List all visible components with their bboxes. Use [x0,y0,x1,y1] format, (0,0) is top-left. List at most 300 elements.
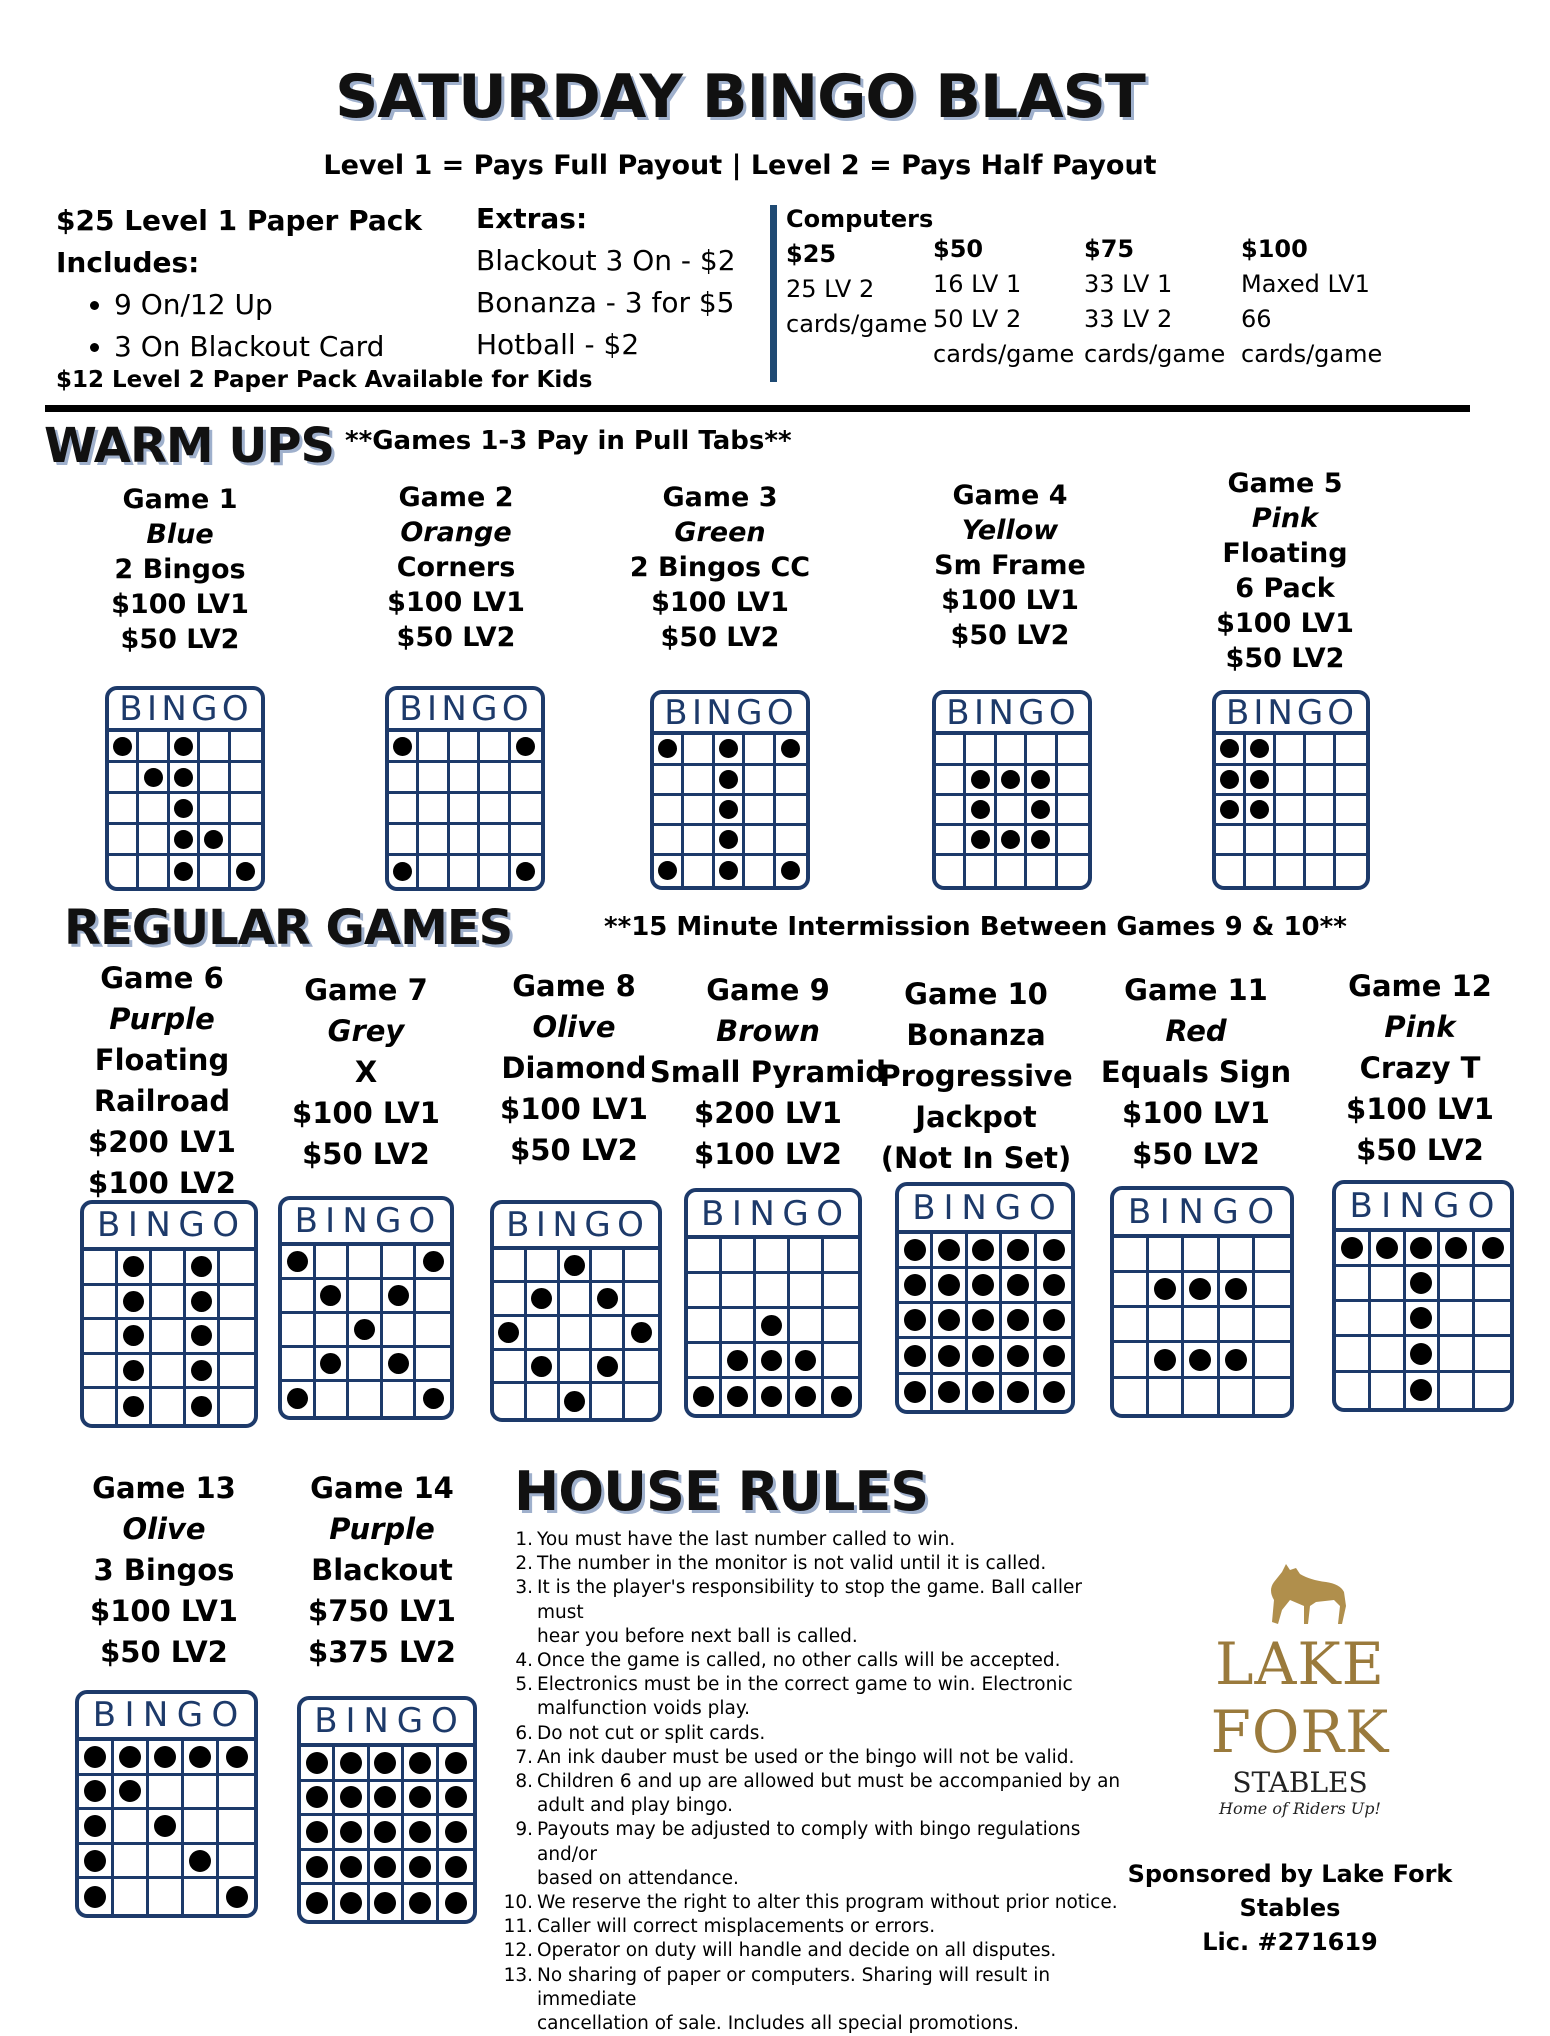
pattern-dot [191,1360,212,1381]
game-detail: 6 Pack [1235,573,1335,604]
pattern-dot [306,1821,328,1843]
computers-heading: Computers [786,205,934,233]
pattern-dot [191,1325,212,1346]
bingo-cell [118,1320,152,1355]
page-title: SATURDAY BINGO BLAST [335,62,1145,132]
game-detail: $100 LV1 [651,587,789,618]
bingo-cell [335,1747,369,1782]
bingo-cell [220,1355,254,1390]
pattern-dot [597,1356,618,1377]
bingo-cell [301,1782,335,1817]
bingo-cell [220,1389,254,1424]
bingo-cell [745,856,775,886]
game-detail: Equals Sign [1100,1055,1292,1089]
bingo-cell [1058,856,1088,886]
bingo-letter: I [691,692,704,733]
bingo-card-header [688,1192,858,1235]
pattern-dot [564,1391,585,1412]
computer-option-100 [1241,232,1382,372]
bingo-letter: O [1028,1187,1058,1228]
bingo-letter: I [127,1205,140,1246]
pattern-dot [340,1892,362,1914]
bingo-cell [1406,1373,1441,1408]
bingo-cell [654,735,684,765]
pattern-dot [719,739,738,758]
pattern-dot [781,861,800,880]
bingo-cell [1475,1302,1510,1337]
game-detail: X [354,1055,378,1089]
bingo-cell [186,1355,220,1390]
game-number: Game 9 [706,973,830,1007]
pattern-dot [971,800,990,819]
bingo-cell [745,766,775,796]
bingo-cell [480,732,510,763]
bingo-cell [1058,796,1088,826]
bingo-cell [1475,1373,1510,1408]
bingo-cell [1440,1337,1475,1372]
house-rule-item [503,1915,1123,1939]
game-number: Game 6 [100,961,224,995]
game-detail: $50 LV2 [950,620,1070,651]
bingo-cell [776,796,806,826]
bingo-cell [1371,1302,1406,1337]
bingo-cell [527,1250,560,1284]
bingo-letter: I [1253,692,1266,733]
bingo-cell [1336,1232,1371,1267]
bingo-cell [152,1251,186,1286]
rule-line: cancellation of sale. Includes all special promotions. [537,2013,1020,2035]
pattern-dot [191,1396,212,1417]
bingo-cell [79,1741,114,1776]
bingo-cell [84,1286,118,1321]
pattern-dot [174,737,193,756]
bingo-card-game-5 [1212,690,1370,890]
bingo-cell [745,796,775,826]
bingo-cell [715,796,745,826]
computer-price: $25 [786,240,837,268]
bingo-cell [220,1286,254,1321]
pattern-dot [761,1386,782,1407]
rule-number: 7. [515,1746,533,1768]
bingo-cell [219,1845,254,1880]
bingo-cell [1002,1339,1036,1374]
pattern-dot [123,1325,144,1346]
pattern-dot [423,1251,444,1272]
bingo-cell [186,1251,220,1286]
bingo-cell [383,1314,417,1348]
rule-text [537,1576,1123,1649]
rule-number: 1. [515,1529,533,1550]
bingo-card-game-13 [75,1690,258,1918]
bingo-cell [1246,796,1276,826]
pattern-dot [287,1388,308,1409]
bingo-cell [722,1239,756,1274]
bingo-cell [756,1274,790,1309]
computer-detail: 16 LV 1 [933,270,1022,298]
pattern-dot [119,1746,141,1768]
bingo-cell [450,794,480,825]
bingo-cell [494,1351,527,1385]
bingo-cell [389,763,419,794]
bingo-letter: O [1048,692,1078,733]
bingo-cell [560,1317,593,1351]
bingo-cell [1306,826,1336,856]
bingo-card-game-1 [105,686,265,891]
bingo-cell [370,1851,404,1886]
computer-option-75 [1084,232,1225,372]
bingo-cell [966,856,996,886]
pattern-dot [1043,1309,1065,1331]
bingo-cell [170,763,200,794]
pattern-dot [374,1786,396,1808]
rule-number: 11. [503,1916,533,1938]
game-detail: Jackpot [915,1100,1037,1134]
bingo-cell [282,1280,316,1314]
pattern-dot [445,1752,467,1774]
computer-detail: cards/game [1084,340,1226,368]
pattern-dot [972,1309,994,1331]
pattern-dot [1250,800,1269,819]
bingo-cell [527,1283,560,1317]
pattern-dot [1043,1274,1065,1296]
bingo-letter: B [946,692,972,733]
bingo-cell [109,794,139,825]
pattern-dot [119,1780,141,1802]
bingo-cell [1255,1379,1290,1414]
pattern-dot [191,1256,212,1277]
bingo-cell [1371,1373,1406,1408]
bingo-letter: G [176,1695,206,1736]
bingo-cell [1475,1337,1510,1372]
pattern-dot [154,1746,176,1768]
bingo-letter: I [1381,1185,1394,1226]
bingo-cell [480,763,510,794]
bingo-letter: I [535,1204,548,1245]
bingo-cell [79,1845,114,1880]
bingo-card-header [301,1700,473,1743]
bingo-letter: O [211,1695,241,1736]
bingo-cell [200,732,230,763]
rule-text [537,1770,1120,1818]
pattern-dot [374,1821,396,1843]
rule-line: malfunction voids play. [537,1698,751,1720]
bingo-cell [684,766,714,796]
bingo-cell [592,1250,625,1284]
bingo-cell [200,794,230,825]
game-number: Game 7 [304,973,428,1007]
bingo-cell [184,1810,219,1845]
bingo-cell [231,794,261,825]
bingo-cell [933,1269,967,1304]
pattern-dot [1482,1237,1504,1259]
kids-pack-note: $12 Level 2 Paper Pack Available for Kids [56,367,593,393]
bingo-letter: N [1178,1191,1206,1232]
bingo-cell [1220,1379,1255,1414]
bingo-cell [219,1810,254,1845]
pattern-dot [1445,1237,1467,1259]
rule-line: Electronics must be in the correct game to win. Electronic [537,1674,1073,1696]
bingo-letter: N [142,1695,171,1736]
bingo-card-header [109,690,261,728]
bingo-cell [1184,1379,1219,1414]
bingo-letter: G [1018,692,1047,733]
bingo-cell [997,735,1027,765]
bingo-letter: N [363,1701,391,1742]
bingo-cell [1440,1302,1475,1337]
bingo-cell [968,1339,1002,1374]
game-detail: $200 LV1 [694,1096,842,1130]
house-rule-item [503,1649,1123,1673]
bingo-cell [231,825,261,856]
bingo-cell [1406,1337,1441,1372]
pattern-dot [761,1350,782,1371]
bingo-cell [184,1845,219,1880]
rule-line: based on attendance. [537,1867,739,1889]
bingo-cell [220,1251,254,1286]
game-number: Game 10 [904,977,1048,1011]
pattern-dot [1220,800,1239,819]
bingo-cell [1002,1375,1036,1410]
pattern-dot [719,861,738,880]
logo-stables: STABLES [1232,1766,1368,1799]
bingo-cell [404,1747,438,1782]
warmups-note: **Games 1-3 Pay in Pull Tabs** [345,426,792,456]
pattern-dot [340,1786,362,1808]
pattern-dot [144,768,163,787]
bingo-cell [1149,1343,1184,1378]
bingo-letter: B [92,1695,119,1736]
bingo-cell [722,1274,756,1309]
bingo-letter: N [145,1205,173,1246]
bingo-cell [560,1283,593,1317]
bingo-cell [301,1851,335,1886]
bingo-card-grid [936,731,1088,886]
bingo-cell [776,735,806,765]
bingo-cell [118,1389,152,1424]
bingo-cell [118,1286,152,1321]
bingo-cell [899,1234,933,1269]
bingo-cell [1276,796,1306,826]
game-detail: $100 LV1 [111,589,249,620]
bingo-letter: I [973,692,986,733]
bingo-cell [1114,1343,1149,1378]
game-number: Game 5 [1227,468,1343,499]
bingo-cell [139,856,169,887]
bingo-cell [933,1339,967,1374]
rule-line: Operator on duty will handle and decide on all disputes. [537,1940,1057,1962]
bingo-card-grid [1216,731,1366,886]
bingo-letter: N [988,692,1016,733]
rule-line: Once the game is called, no other calls will be accepted. [537,1650,1061,1672]
bingo-cell [511,763,541,794]
bingo-cell [933,1375,967,1410]
rule-text [537,1818,1123,1891]
bingo-cell [349,1382,383,1416]
bingo-cell [688,1344,722,1379]
bingo-cell [997,766,1027,796]
bingo-letter: I [426,689,439,730]
game-detail: $375 LV2 [308,1635,456,1669]
pattern-dot [1220,770,1239,789]
bingo-cell [383,1382,417,1416]
bingo-cell [152,1355,186,1390]
game-color: Olive [532,1010,616,1044]
logo-name: LAKE FORK [1210,1630,1390,1766]
extras-item: Bonanza - 3 for $5 [476,286,735,319]
game-detail: Sm Frame [934,550,1086,581]
pattern-dot [174,862,193,881]
game-detail: $100 LV1 [941,585,1079,616]
bingo-cell [1216,826,1246,856]
pattern-dot [204,830,223,849]
bingo-letter: G [782,1193,811,1234]
pattern-dot [631,1322,652,1343]
bingo-cell [790,1344,824,1379]
bingo-card-grid [899,1230,1071,1410]
bingo-cell [480,856,510,887]
game-11-info [1066,970,1326,1175]
pattern-dot [226,1746,248,1768]
bingo-card-grid [1114,1234,1290,1414]
game-detail: $50 LV2 [510,1133,638,1167]
bingo-letter: G [191,689,220,730]
bingo-cell [404,1851,438,1886]
bingo-cell [968,1269,1002,1304]
bingo-cell [494,1317,527,1351]
bingo-cell [715,856,745,886]
bingo-card-header [1114,1190,1290,1234]
bingo-cell [1184,1273,1219,1308]
bingo-cell [349,1314,383,1348]
bingo-cell [170,794,200,825]
bingo-cell [1220,1238,1255,1273]
bingo-cell [200,856,230,887]
bingo-cell [1027,856,1057,886]
intermission-note: **15 Minute Intermission Between Games 9 & 10** [604,912,1347,942]
bingo-letter: G [994,1187,1024,1228]
bingo-cell [776,856,806,886]
bingo-cell [184,1776,219,1811]
bingo-card-game-7 [278,1196,454,1420]
bingo-cell [1440,1373,1475,1408]
bingo-cell [1220,1308,1255,1343]
game-12-info [1290,966,1550,1171]
bingo-cell [899,1339,933,1374]
bingo-cell [715,735,745,765]
pattern-dot [938,1274,960,1296]
bingo-cell [592,1384,625,1418]
rule-line: Payouts may be adjusted to comply with bingo regulations and/or [537,1819,1081,1865]
bingo-cell [968,1304,1002,1339]
bingo-cell [715,766,745,796]
bingo-cell [1216,735,1246,765]
bingo-cell [370,1782,404,1817]
pattern-dot [1031,770,1050,789]
bingo-letter: B [314,1701,340,1742]
pattern-dot [84,1886,106,1908]
rule-number: 13. [503,1964,533,1986]
game-color: Purple [329,1512,435,1546]
bingo-letter: I [943,1187,956,1228]
rule-line: An ink dauber must be used or the bingo will not be valid. [537,1746,1075,1768]
pattern-dot [719,770,738,789]
bingo-cell [370,1816,404,1851]
game-detail: Floating [1222,538,1348,569]
game-detail: $50 LV2 [1132,1137,1260,1171]
pattern-dot [1007,1239,1029,1261]
bingo-cell [184,1741,219,1776]
house-rule-item [503,1770,1123,1818]
bingo-cell [335,1851,369,1886]
computer-price: $100 [1241,235,1308,263]
pattern-dot [1250,770,1269,789]
bingo-cell [966,766,996,796]
bingo-cell [170,732,200,763]
bingo-cell [997,826,1027,856]
computer-option-50 [933,232,1074,372]
bingo-cell [335,1782,369,1817]
bingo-cell [231,763,261,794]
divider-line [770,205,777,382]
pattern-dot [445,1892,467,1914]
bingo-cell [301,1816,335,1851]
bingo-letter: B [294,1201,320,1242]
game-detail: Blackout [311,1553,453,1587]
pattern-dot [287,1251,308,1272]
bingo-letter: N [706,692,734,733]
computer-detail: cards/game [786,310,928,338]
bingo-card-header [282,1200,450,1242]
bingo-cell [511,794,541,825]
game-detail: $50 LV2 [100,1635,228,1669]
pack-includes-list [56,284,486,368]
bingo-cell [450,763,480,794]
bingo-cell [966,826,996,856]
bingo-cell [1220,1343,1255,1378]
rule-number: 5. [515,1674,533,1696]
bingo-cell [419,856,449,887]
game-detail: $50 LV2 [1225,643,1345,674]
rule-line: adult and play bingo. [537,1795,734,1817]
game-color: Yellow [961,515,1059,546]
house-rule-item [503,1964,1123,2036]
bingo-letter: B [119,689,145,730]
bingo-letter: N [1267,692,1295,733]
bingo-letter: G [736,692,765,733]
bingo-cell [722,1344,756,1379]
pattern-dot [445,1821,467,1843]
bingo-cell [282,1348,316,1382]
pattern-dot [904,1345,926,1367]
bingo-card-game-9 [684,1188,862,1418]
bingo-cell [936,856,966,886]
game-detail: Small Pyramid [649,1055,887,1089]
bingo-cell [1058,735,1088,765]
computer-detail: cards/game [1241,340,1383,368]
bingo-cell [824,1274,858,1309]
pattern-dot [409,1821,431,1843]
bingo-cell [899,1375,933,1410]
pattern-dot [1341,1237,1363,1259]
bingo-cell [419,763,449,794]
bingo-cell [84,1320,118,1355]
bingo-cell [79,1810,114,1845]
bingo-cell [592,1283,625,1317]
bingo-cell [776,766,806,796]
pattern-dot [1154,1278,1176,1300]
bingo-letter: I [325,1201,338,1242]
pattern-dot [727,1350,748,1371]
